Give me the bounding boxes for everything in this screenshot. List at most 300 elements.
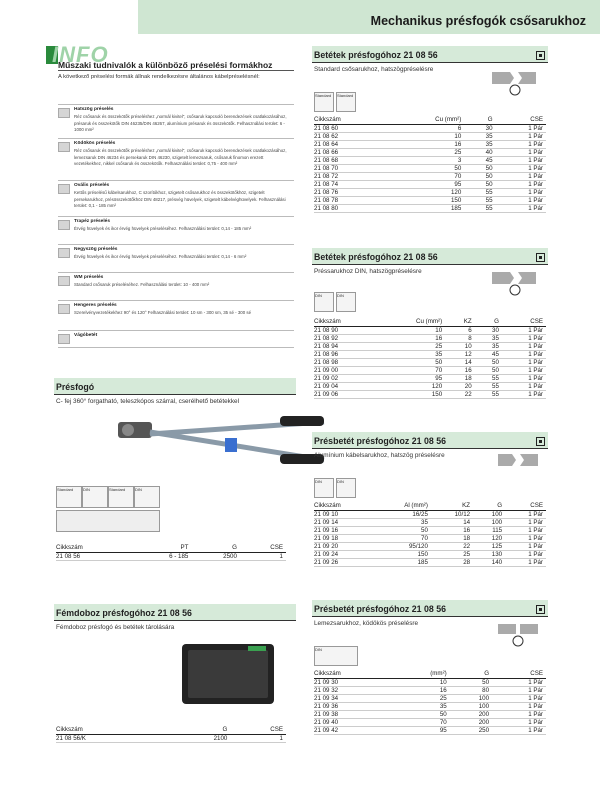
table-cell: 125 (473, 542, 505, 550)
table-cell: 100 (473, 510, 505, 518)
table-header: Al (mm²) (373, 502, 431, 510)
table-cell: 50 (373, 526, 431, 534)
table-header: Cikkszám (314, 502, 373, 510)
table-cell: 21 09 18 (314, 534, 373, 542)
table-row (314, 534, 546, 542)
table-cell: 20 (445, 382, 474, 390)
square-crimp-icon (58, 248, 70, 258)
table-cell: 35 (475, 342, 502, 350)
table-cell: 1 Pár (492, 718, 546, 726)
table-row (314, 390, 546, 398)
std-box-din: DIN (314, 646, 358, 666)
table-cell: 1 Pár (502, 366, 546, 374)
table-cell: 16 (377, 334, 445, 342)
betetek1-table (314, 116, 546, 213)
table-header: CSE (505, 502, 546, 510)
method-ovalis (58, 180, 294, 214)
femdoboz-title: Fémdoboz présfogóhoz 21 08 56 (56, 608, 192, 618)
table-cell: 6 (386, 124, 464, 132)
method-desc: Réz csősaruk és összekötők préseléshez „normál kivitel”, csősaruk kapcsoló berendezések csatlakozásához, lemezsaruk DIN 46234 és persekaruk DIN 46230, szigetelt lemezsaruk, csősaruk finomon erezett vezetékekhez, nikkel csősaruk és összekötők. Felhasználási terület: 0,75 - 400 mm² (74, 148, 287, 167)
table-cell: 185 (373, 558, 431, 566)
table-cell: 1 Pár (505, 550, 546, 558)
femdoboz-subtitle: Fémdoboz présfogó és betétek tárolására (56, 624, 175, 631)
table-cell: 1 (230, 734, 286, 742)
table-cell: 10/12 (431, 510, 473, 518)
table-cell: 21 09 14 (314, 518, 373, 526)
table-row (314, 148, 546, 156)
table-cell: 21 08 66 (314, 148, 386, 156)
table-cell: 21 09 06 (314, 390, 377, 398)
table-header: G (464, 116, 495, 124)
table-cell: 1 Pár (492, 726, 546, 734)
table-cell: 21 08 98 (314, 358, 377, 366)
table-cell: 50 (377, 358, 445, 366)
betetek1-subtitle: Standard csősarukhoz, hatszögpréselésre (314, 66, 434, 73)
table-cell: 16 (386, 140, 464, 148)
std-box-standard: Standard (314, 92, 334, 112)
table-cell: 50 (475, 366, 502, 374)
table-header: CSE (230, 726, 286, 734)
aluminium-die-image (496, 452, 540, 478)
table-header: CSE (496, 116, 546, 124)
table-header: Cikkszám (56, 726, 154, 734)
table-row (314, 726, 546, 734)
presbetet1-table (314, 502, 546, 567)
table-row (314, 526, 546, 534)
table-cell: 2100 (172, 734, 231, 742)
hex-die-image (490, 270, 540, 296)
indent-crimp-icon (58, 142, 70, 152)
info-subtitle: Műszaki tudnivalók a különböző préselési formákhoz (58, 60, 273, 70)
table-cell: 1 Pár (492, 678, 546, 686)
table-header-row (314, 116, 546, 124)
presbetet2-table (314, 670, 546, 735)
method-desc: Standard csősaruk préseléséhez. Felhasználási terület: 10 - 400 mm² (74, 282, 210, 287)
info-logo: INFO (52, 42, 109, 67)
table-row (314, 710, 546, 718)
presfogo-title: Présfogó (56, 382, 95, 392)
cutting-insert-icon (58, 334, 70, 344)
table-cell: 3 (386, 156, 464, 164)
table-cell: 1 Pár (505, 526, 546, 534)
table-cell: 21 08 68 (314, 156, 386, 164)
table-cell: 21 09 04 (314, 382, 377, 390)
table-cell: 21 08 62 (314, 132, 386, 140)
table-header: Cikkszám (314, 670, 391, 678)
femdoboz-table (56, 726, 286, 743)
table-header: CSE (240, 544, 286, 552)
table-header (154, 726, 172, 734)
table-cell: 10 (445, 342, 474, 350)
table-cell: 50 (450, 678, 492, 686)
table-header-row (314, 318, 546, 326)
table-header: Cu (mm²) (386, 116, 464, 124)
table-cell: 45 (475, 350, 502, 358)
table-cell: 16 (445, 366, 474, 374)
table-cell: 35 (475, 334, 502, 342)
metal-case-image (180, 640, 276, 708)
cable-lug-images (56, 510, 160, 532)
table-cell: 10 (386, 132, 464, 140)
table-header: Cikkszám (314, 318, 377, 326)
std-box-standard: Standard (56, 486, 82, 508)
table-header-row (314, 670, 546, 678)
table-cell: 1 Pár (492, 686, 546, 694)
presbetet2-subtitle: Lemezsarukhoz, ködökös préselésre (314, 620, 419, 627)
method-kodokos (58, 138, 294, 178)
table-cell: 55 (475, 382, 502, 390)
method-title: Ködökös préselés (74, 141, 116, 146)
method-title: Vágóbetét (74, 333, 98, 338)
section-marker-icon (536, 253, 545, 262)
method-trapez (58, 216, 294, 242)
table-header: Cu (mm²) (377, 318, 445, 326)
table-cell: 1 Pár (496, 180, 546, 188)
table-cell: 1 Pár (492, 694, 546, 702)
table-row (314, 678, 546, 686)
table-cell: 95 (377, 374, 445, 382)
indent-die-image (496, 622, 540, 648)
table-row (314, 366, 546, 374)
std-box-din: DIN (314, 292, 334, 312)
hex-die-image (490, 70, 540, 96)
table-cell: 120 (386, 188, 464, 196)
table-header: G (473, 502, 505, 510)
table-cell: 100 (450, 694, 492, 702)
table-row (314, 686, 546, 694)
table-row (314, 132, 546, 140)
table-header: Cikkszám (314, 116, 386, 124)
method-title: Trapéz préselés (74, 219, 110, 224)
method-desc: Kettős préselésű kábelsarukhoz, C szorítókhoz, szigetelt csősarukhoz és összekötőkhöz, szigetelt persekarukhoz, présösszekötőkhöz DIN 48217, présvég hüvelyek, szigetelt kábelvéghüvelyek. Felhasználási terület: 0,1 - 185 mm² (74, 190, 286, 209)
table-cell: 1 Pár (502, 374, 546, 382)
table-row (314, 702, 546, 710)
table-cell: 1 Pár (496, 156, 546, 164)
table-row (314, 188, 546, 196)
table-cell: 21 09 38 (314, 710, 391, 718)
method-hatszog (58, 104, 294, 136)
presbetet1-rule (312, 448, 548, 449)
table-row (314, 180, 546, 188)
table-header: G (172, 726, 231, 734)
table-cell: 35 (464, 140, 495, 148)
table-row (314, 718, 546, 726)
table-header: G (450, 670, 492, 678)
method-wm (58, 272, 294, 298)
table-cell: 70 (391, 718, 449, 726)
table-cell: 95 (391, 726, 449, 734)
section-marker-icon (536, 605, 545, 614)
table-cell: 185 (386, 204, 464, 212)
table-cell: 1 Pár (496, 188, 546, 196)
table-cell: 21 08 64 (314, 140, 386, 148)
presbetet1-subtitle: Alumínium kábelsarukhoz, hatszög préselésre (314, 452, 445, 459)
table-cell: 10 (391, 678, 449, 686)
page-title: Mechanikus présfogók csősarukhoz (370, 14, 586, 28)
table-cell: 21 08 70 (314, 164, 386, 172)
table-cell: 120 (473, 534, 505, 542)
table-cell: 115 (473, 526, 505, 534)
table-cell: 80 (450, 686, 492, 694)
method-title: Hengeres préselés (74, 303, 117, 308)
table-header: Cikkszám (56, 544, 129, 552)
table-cell: 21 09 02 (314, 374, 377, 382)
std-box-din: DIN (336, 292, 356, 312)
table-cell: 14 (445, 358, 474, 366)
table-row (314, 518, 546, 526)
betetek2-title: Betétek présfogóhoz 21 08 56 (314, 252, 438, 262)
table-cell: 1 Pár (496, 124, 546, 132)
table-row (56, 552, 286, 560)
table-cell: 21 09 24 (314, 550, 373, 558)
method-negyszog (58, 244, 294, 270)
table-cell: 21 09 36 (314, 702, 391, 710)
table-cell: 100 (450, 702, 492, 710)
table-row (314, 550, 546, 558)
presbetet2-title: Présbetét présfogóhoz 21 08 56 (314, 604, 447, 614)
table-cell: 1 Pár (492, 702, 546, 710)
table-header: CSE (492, 670, 546, 678)
table-cell (154, 734, 172, 742)
table-cell: 1 Pár (502, 334, 546, 342)
table-header-row (56, 544, 286, 552)
table-cell: 50 (464, 164, 495, 172)
table-header-row (314, 502, 546, 510)
table-cell: 6 (445, 326, 474, 334)
table-cell: 40 (464, 148, 495, 156)
betetek1-rule (312, 62, 548, 63)
table-row (56, 734, 286, 742)
table-cell: 30 (475, 326, 502, 334)
oval-crimp-icon (58, 184, 70, 194)
crimping-tool-image (110, 404, 330, 474)
table-header: KZ (445, 318, 474, 326)
std-box-din: DIN (314, 478, 334, 498)
table-cell: 95/120 (373, 542, 431, 550)
table-cell: 70 (386, 172, 464, 180)
betetek2-table (314, 318, 546, 399)
table-cell: 150 (373, 550, 431, 558)
table-cell: 21 09 32 (314, 686, 391, 694)
betetek1-title: Betétek présfogóhoz 21 08 56 (314, 50, 438, 60)
table-cell: 55 (464, 188, 495, 196)
method-title: Hatszög préselés (74, 107, 114, 112)
table-cell: 1 Pár (502, 326, 546, 334)
femdoboz-rule (54, 620, 296, 621)
round-crimp-icon (58, 304, 70, 314)
table-cell: 21 09 40 (314, 718, 391, 726)
table-cell: 55 (475, 390, 502, 398)
table-cell: 1 Pár (496, 140, 546, 148)
method-desc: Érvég hüvelyek és ikor érvég hüvelyek préseléséhez. Felhasználási terület: 0,14 - 6 mm² (74, 254, 247, 259)
table-cell: 8 (445, 334, 474, 342)
table-header: (mm²) (391, 670, 449, 678)
info-divider (58, 70, 294, 71)
table-cell: 21 09 30 (314, 678, 391, 686)
table-cell: 21 09 00 (314, 366, 377, 374)
section-marker-icon (536, 51, 545, 60)
table-cell: 55 (475, 374, 502, 382)
table-cell: 22 (445, 390, 474, 398)
trapezoid-crimp-icon (58, 220, 70, 230)
table-cell: 1 Pár (502, 382, 546, 390)
table-cell: 150 (377, 390, 445, 398)
table-row (314, 140, 546, 148)
table-cell: 200 (450, 718, 492, 726)
table-cell: 100 (473, 518, 505, 526)
method-desc: Réz csősaruk és összekötők préseléshez „normál kivitel”, csősaruk kapcsoló berendezések csatlakozásához, présaruk és összekötők DIN 46235/DIN 46267, alumínium présaruk és összekötők. Felhasználási terület: 6 - 1000 mm² (74, 114, 287, 133)
table-row (314, 374, 546, 382)
table-cell: 120 (377, 382, 445, 390)
table-cell: 21 09 42 (314, 726, 391, 734)
info-intro: A következő préselési formák állnak rendelkezésre általános kábelpréselésnél: (58, 74, 260, 80)
table-cell: 35 (373, 518, 431, 526)
presbetet1-title: Présbetét présfogóhoz 21 08 56 (314, 436, 447, 446)
table-cell: 21 09 16 (314, 526, 373, 534)
std-box-din: DIN (134, 486, 160, 508)
method-vagobetet (58, 330, 294, 348)
table-cell: 200 (450, 710, 492, 718)
table-cell: 1 Pár (496, 164, 546, 172)
std-box-standard: Standard (336, 92, 356, 112)
presfogo-table (56, 544, 286, 561)
presbetet2-rule (312, 616, 548, 617)
table-cell: 1 Pár (492, 710, 546, 718)
table-row (314, 204, 546, 212)
table-row (314, 558, 546, 566)
table-cell: 22 (431, 542, 473, 550)
table-cell: 1 (240, 552, 286, 560)
table-cell: 21 08 72 (314, 172, 386, 180)
table-cell: 250 (450, 726, 492, 734)
table-row (314, 172, 546, 180)
table-cell: 140 (473, 558, 505, 566)
table-cell: 21 08 94 (314, 342, 377, 350)
table-header: G (191, 544, 240, 552)
method-title: Ovális préselés (74, 183, 110, 188)
table-header-row (56, 726, 286, 734)
table-row (314, 350, 546, 358)
table-cell: 1 Pár (496, 148, 546, 156)
table-cell: 30 (464, 124, 495, 132)
table-row (314, 164, 546, 172)
table-cell: 21 08 90 (314, 326, 377, 334)
table-cell: 18 (445, 374, 474, 382)
table-cell: 21 08 74 (314, 180, 386, 188)
table-cell: 1 Pár (505, 518, 546, 526)
method-title: Negyszög préselés (74, 247, 118, 252)
table-header: PT (129, 544, 191, 552)
table-cell: 21 09 20 (314, 542, 373, 550)
wm-crimp-icon (58, 276, 70, 286)
table-cell: 16/25 (373, 510, 431, 518)
table-cell: 21 09 34 (314, 694, 391, 702)
table-row (314, 326, 546, 334)
table-cell: 95 (386, 180, 464, 188)
table-cell: 21 09 10 (314, 510, 373, 518)
std-box-din: DIN (336, 478, 356, 498)
table-cell: 10 (377, 326, 445, 334)
table-row (314, 342, 546, 350)
table-cell: 50 (464, 180, 495, 188)
table-row (314, 382, 546, 390)
presfogo-subtitle: C- fej 360° forgatható, teleszkópos szárral, cserélhető betétekkel (56, 398, 240, 405)
table-cell: 12 (445, 350, 474, 358)
table-cell: 21 08 56/K (56, 734, 154, 742)
method-desc: Szerelvényvezetékekhez 90° és 120° Felhasználási terület: 10 sm - 300 sm, 35 sé - 300 sé (74, 310, 252, 315)
table-cell: 21 08 96 (314, 350, 377, 358)
table-cell: 14 (431, 518, 473, 526)
table-cell: 1 Pár (496, 132, 546, 140)
table-cell: 1 Pár (502, 358, 546, 366)
table-row (314, 542, 546, 550)
table-row (314, 156, 546, 164)
table-header: G (475, 318, 502, 326)
table-cell: 21 08 92 (314, 334, 377, 342)
table-cell: 28 (431, 558, 473, 566)
table-cell: 21 08 78 (314, 196, 386, 204)
table-cell: 35 (464, 132, 495, 140)
table-cell: 1 Pár (505, 542, 546, 550)
table-header: CSE (502, 318, 546, 326)
table-cell: 50 (475, 358, 502, 366)
table-header: KZ (431, 502, 473, 510)
table-row (314, 510, 546, 518)
table-cell: 18 (431, 534, 473, 542)
table-cell: 21 08 56 (56, 552, 129, 560)
method-title: WM préselés (74, 275, 104, 280)
table-row (314, 196, 546, 204)
table-cell: 21 08 80 (314, 204, 386, 212)
method-hengeres (58, 300, 294, 328)
table-cell: 25 (386, 148, 464, 156)
table-cell: 50 (391, 710, 449, 718)
std-box-din: DIN (82, 486, 108, 508)
table-cell: 1 Pár (496, 196, 546, 204)
table-cell: 16 (431, 526, 473, 534)
presfogo-rule (54, 394, 296, 395)
table-cell: 50 (386, 164, 464, 172)
table-cell: 1 Pár (505, 558, 546, 566)
hexagon-crimp-icon (58, 108, 70, 118)
table-row (314, 334, 546, 342)
table-cell: 2500 (191, 552, 240, 560)
table-cell: 45 (464, 156, 495, 164)
table-cell: 1 Pár (505, 510, 546, 518)
table-cell: 55 (464, 204, 495, 212)
table-cell: 1 Pár (502, 342, 546, 350)
method-desc: Érvég hüvelyek és ikor érvég hüvelyek préseléséhez. Felhasználási terület: 0,14 - 185 mm² (74, 226, 252, 231)
table-cell: 1 Pár (502, 350, 546, 358)
table-cell: 21 08 76 (314, 188, 386, 196)
table-cell: 1 Pár (496, 172, 546, 180)
table-row (314, 694, 546, 702)
table-cell: 25 (391, 694, 449, 702)
table-cell: 1 Pár (496, 204, 546, 212)
table-cell: 35 (391, 702, 449, 710)
table-cell: 70 (373, 534, 431, 542)
table-cell: 35 (377, 350, 445, 358)
table-cell: 25 (377, 342, 445, 350)
table-cell: 25 (431, 550, 473, 558)
header-bar (138, 0, 600, 34)
section-marker-icon (536, 437, 545, 446)
table-cell: 6 - 185 (129, 552, 191, 560)
table-cell: 21 08 60 (314, 124, 386, 132)
table-cell: 16 (391, 686, 449, 694)
std-box-standard: Standard (108, 486, 134, 508)
betetek2-rule (312, 264, 548, 265)
